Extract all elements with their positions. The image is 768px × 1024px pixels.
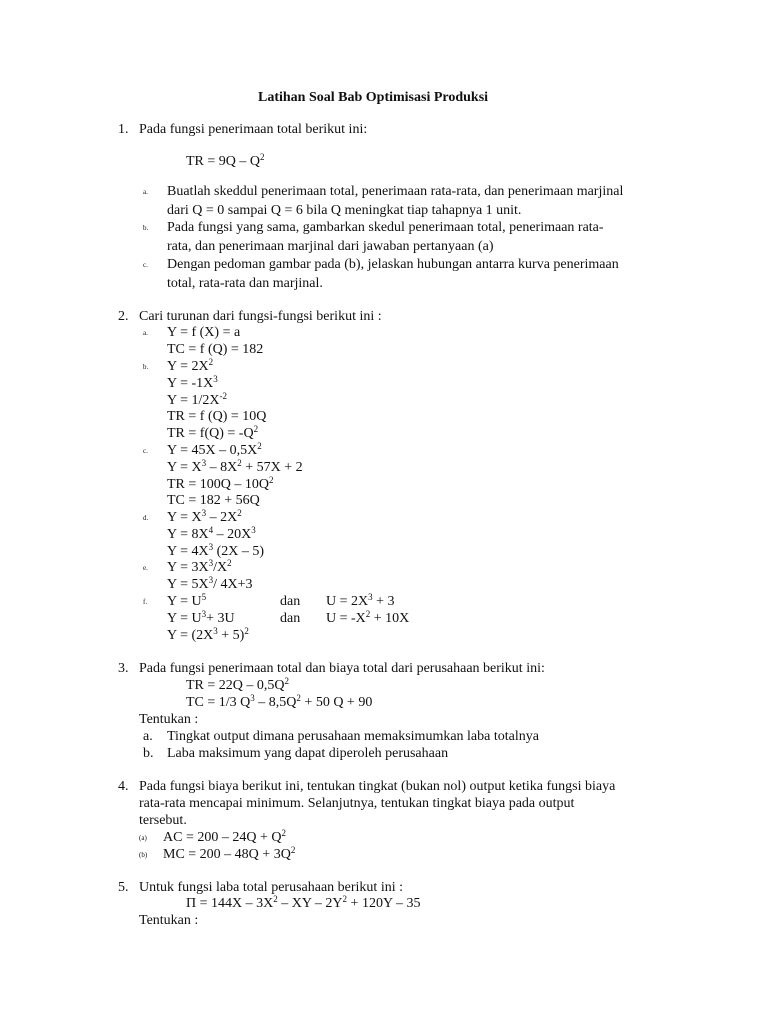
q2-a-eq1: Y = f (X) = a [167, 325, 241, 340]
q3-tr-formula: TR = $22Q - 0,5Q^2$ [186, 676, 290, 693]
q4-b-label: (b) [139, 851, 148, 859]
q2-d-eq1: $Y = X^3 - 2X^2$ [167, 508, 242, 525]
q4-line1: Pada fungsi biaya berikut ini, tentukan tingkat (bukan nol) output ketika fungsi biaya [139, 779, 616, 794]
q1-number: 1. [118, 122, 129, 137]
q2-c-eq2: $Y = X^3 - 8X^2 + 57X + 2$ [167, 458, 303, 475]
q5-formula: $\Pi = 144X - 3X^2$ – XY – $2Y^2 + 120Y - 35$ [186, 894, 421, 911]
q1-a-line2: dari Q = 0 sampai Q = 6 bila Q meningkat tiap tahapnya 1 unit. [167, 203, 522, 218]
q4-line3: tersebut. [139, 813, 187, 828]
q1-b-line2: rata, dan penerimaan marjinal dari jawaban pertanyaan (a) [167, 239, 494, 254]
q2-f-dan2: dan [280, 611, 301, 626]
q3-b-label: b. [143, 746, 154, 761]
q2-b-eq3: $Y = 1/2X^{-2}$ [167, 391, 227, 408]
q4-a-formula: AC = $200 - 24Q + Q^2$ [163, 828, 286, 845]
q5-number: 5. [118, 880, 129, 895]
q2-c-label: c. [143, 447, 148, 455]
q4-a-label: (a) [139, 834, 147, 842]
q5-text: Untuk fungsi laba total perusahaan berikut ini : [139, 880, 403, 895]
q1-b-line1: Pada fungsi yang sama, gambarkan skedul penerimaan total, penerimaan rata- [167, 220, 604, 235]
q2-a-eq2: TC = f (Q) = 182 [167, 342, 264, 357]
q1-c-line2: total, rata-rata dan marjinal. [167, 276, 323, 291]
q3-number: 3. [118, 661, 129, 676]
q1-b-label: b. [143, 224, 149, 232]
q2-f-dan1: dan [280, 594, 301, 609]
q3-tentukan: Tentukan : [139, 712, 199, 727]
q2-f-eq3: $Y = (2X^3 + 5)^2$ [167, 626, 249, 643]
q2-e-eq2: $Y = 5X^3/$ 4X+3 [167, 575, 253, 592]
q1-c-line1: Dengan pedoman gambar pada (b), jelaskan hubungan antarra kurva penerimaan [167, 257, 619, 272]
q2-e-eq1: $Y = 3X^3/X^2$ [167, 558, 232, 575]
q2-c-eq3: TR = $100Q - 10Q^2$ [167, 475, 274, 492]
document-title: Latihan Soal Bab Optimisasi Produksi [258, 90, 489, 105]
q2-b-eq1: $Y = 2X^2$ [167, 357, 214, 374]
q3-text: Pada fungsi penerimaan total dan biaya total dari perusahaan berikut ini: [139, 661, 545, 676]
q2-c-eq4: TC = 182 + 56Q [167, 493, 260, 508]
q2-a-label: a. [143, 329, 148, 337]
q4-line2: rata-rata mencapai minimum. Selanjutnya, tentukan tingkat biaya pada output [139, 796, 575, 811]
q1-formula: TR = $9Q - Q^2$ [186, 152, 265, 169]
q4-b-formula: MC = $200 - 48Q + 3Q^2$ [163, 845, 296, 862]
q2-c-eq1: $Y = 45X - 0,5X^2$ [167, 441, 262, 458]
q2-f-eq2: $Y = U^3+ 3U$ [167, 609, 235, 626]
q1-c-label: c. [143, 261, 148, 269]
q2-f-eq1-u: $U = 2X^3 + 3$ [326, 592, 395, 609]
q2-b-eq4: TR = f (Q) = 10Q [167, 409, 267, 424]
q2-b-eq2: $Y = -1X^3$ [167, 374, 218, 391]
q3-tc-formula: TC = 1/3 $Q^3 - 8,5Q^2 + 50$ Q + 90 [186, 693, 373, 710]
q2-f-label: f. [143, 598, 148, 606]
q2-b-label: b. [143, 363, 149, 371]
q1-a-line1: Buatlah skeddul penerimaan total, penerimaan rata-rata, dan penerimaan marjinal [167, 184, 624, 199]
q4-number: 4. [118, 779, 129, 794]
q3-a-text: Tingkat output dimana perusahaan memaksimumkan laba totalnya [167, 729, 539, 744]
q2-text: Cari turunan dari fungsi-fungsi berikut ini : [139, 309, 382, 324]
q1-text: Pada fungsi penerimaan total berikut ini: [139, 122, 368, 137]
q1-a-label: a. [143, 188, 148, 196]
q2-e-label: e. [143, 564, 148, 572]
q2-d-label: d. [143, 514, 149, 522]
q5-tentukan: Tentukan : [139, 913, 199, 928]
q2-f-eq2-u: $U = -X^2 + 10X$ [326, 609, 410, 626]
q2-f-eq1: $Y = U^5$ [167, 592, 207, 609]
q2-number: 2. [118, 309, 129, 324]
q2-d-eq2: $Y = 8X^4 - 20X^3$ [167, 525, 256, 542]
q3-b-text: Laba maksimum yang dapat diperoleh perusahaan [167, 746, 449, 761]
q3-a-label: a. [143, 729, 153, 744]
q2-b-eq5: TR = $f(Q) = -Q^2$ [167, 424, 259, 441]
q2-d-eq3: $Y = 4X^3$ (2X – 5) [167, 542, 265, 559]
